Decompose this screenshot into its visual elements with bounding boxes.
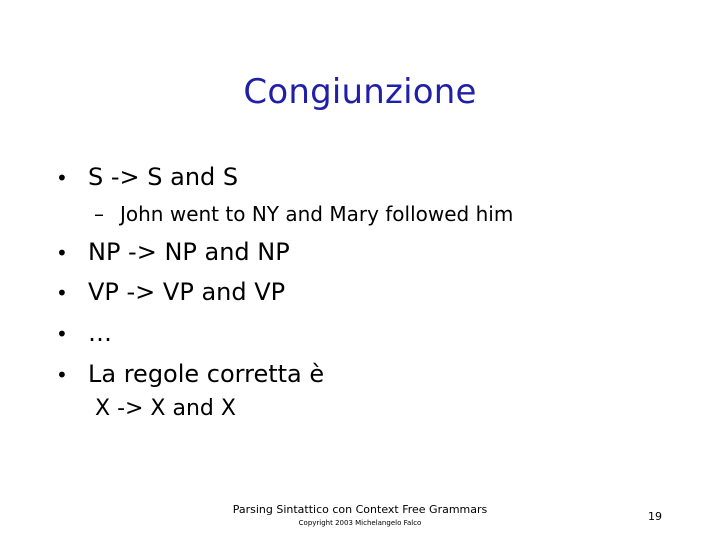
footer-copyright: Copyright 2003 Michelangelo Falco	[298, 519, 422, 527]
bullet-text: S -> S and S	[88, 163, 239, 191]
sub-bullet-text: John went to NY and Mary followed him	[120, 202, 514, 226]
bullet-item	[56, 318, 112, 349]
bullet-text: …	[88, 319, 112, 347]
bullet-marker: •	[56, 281, 68, 305]
bullet-marker: •	[56, 241, 68, 265]
bullet-item	[56, 162, 238, 193]
bullet-marker: •	[56, 322, 68, 346]
bullet-item	[56, 359, 324, 390]
page-number: 19	[648, 510, 662, 523]
sub-bullet-item	[94, 202, 513, 226]
bullet-item	[56, 277, 285, 308]
bullet-text: VP -> VP and VP	[88, 278, 286, 306]
sub-bullet-marker: –	[94, 202, 104, 226]
bullet-marker: •	[56, 166, 68, 190]
bullet-marker: •	[56, 363, 68, 387]
rule-line: X -> X and X	[95, 396, 236, 421]
footer-title: Parsing Sintattico con Context Free Grammars	[232, 503, 488, 516]
slide-title: Congiunzione	[243, 72, 477, 112]
bullet-item	[56, 237, 290, 268]
bullet-text: La regole corretta è	[88, 360, 325, 388]
bullet-text: NP -> NP and NP	[88, 238, 290, 266]
